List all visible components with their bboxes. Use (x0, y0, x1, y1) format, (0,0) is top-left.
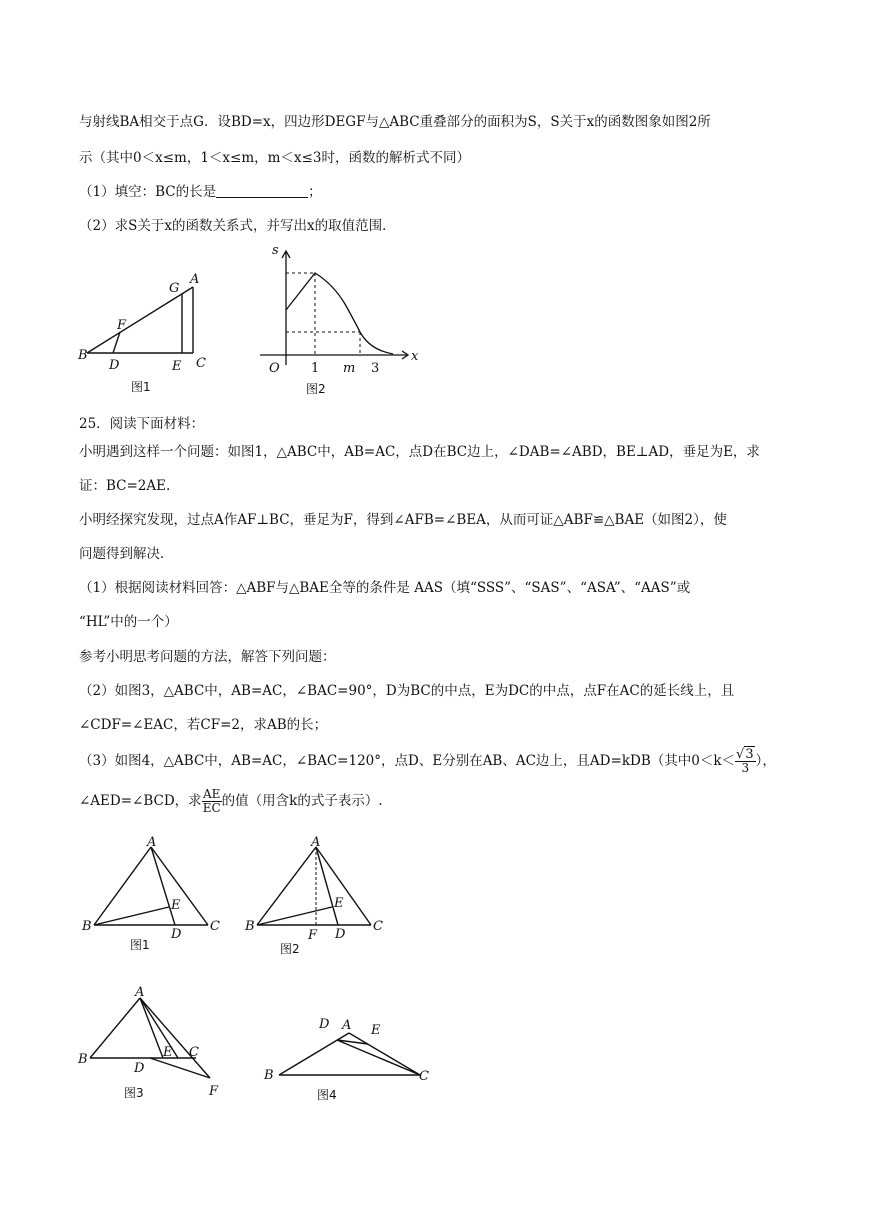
q25-p2b: 问题得到解决． (79, 546, 174, 562)
segment-ab (279, 1033, 349, 1075)
label-c: C (419, 1069, 429, 1084)
label-b: B (82, 919, 92, 934)
label-d: D (134, 1061, 145, 1076)
label-f: F (209, 1084, 219, 1099)
label-b: B (78, 348, 88, 363)
label-d: D (335, 927, 346, 942)
segment-ab (90, 998, 140, 1058)
segment-dc (337, 1040, 420, 1075)
q25-p1a: 小明遇到这样一个问题：如图1，△ABC中，AB=AC，点D在BC边上，∠DAB=∠ABD，BE⊥AD，垂足为E，求 (79, 444, 760, 460)
label-e: E (172, 359, 182, 374)
fraction-ae-over-ec (202, 788, 222, 815)
label-d: D (109, 358, 120, 373)
q25-s1a: （1）根据阅读材料回答：△ABF与△BAE全等的条件是 AAS（填“SSS”、“SAS”、“ASA”、“AAS”或 (79, 580, 691, 596)
label-g: G (169, 281, 180, 296)
label-b: B (245, 919, 255, 934)
fraction-ec: EC (202, 801, 221, 815)
q25-title: 25．阅读下面材料： (79, 416, 205, 432)
caption-fig-25-4: 图4 (317, 1088, 337, 1102)
label-o: O (269, 361, 280, 376)
text-line-1: 与射线BA相交于点G．设BD=x，四边形DEGF与△ABC重叠部分的面积为S，S关于x的函数图象如图2所 (79, 114, 711, 130)
label-c: C (189, 1045, 199, 1060)
q25-s2b: ∠CDF=∠EAC，若CF=2，求AB的长； (79, 717, 328, 733)
caption-fig-2: 图2 (306, 382, 326, 396)
segment-ac (316, 847, 371, 925)
caption-fig-25-3: 图3 (124, 1086, 144, 1100)
q25-ref: 参考小明思考问题的方法，解答下列问题： (79, 649, 336, 665)
q25-s3b (79, 788, 383, 815)
segment-ad (151, 847, 175, 925)
fraction-denominator: 3 (741, 761, 750, 775)
figure-top-1 (76, 270, 216, 395)
figure-25-4 (258, 1000, 438, 1105)
label-e: E (171, 898, 181, 913)
label-b: B (78, 1052, 88, 1067)
fraction-sqrt3-over-3: $\frac{√3}{3}$ (736, 747, 754, 775)
question-1-prefix: （1）填空：BC的长是 (79, 184, 217, 200)
q25-s3a-suffix: ）， (755, 753, 776, 769)
caption-fig-25-2: 图2 (280, 942, 300, 956)
label-d: D (171, 927, 182, 942)
q25-s2a: （2）如图3，△ABC中，AB=AC，∠BAC=90°，D为BC的中点，E为DC的中点，点F在AC的延长线上，且 (79, 683, 735, 699)
caption-fig-25-1: 图1 (130, 938, 150, 952)
label-c: C (196, 356, 206, 371)
figure-25-1 (78, 835, 228, 955)
q25-s3b-suffix: 的值（用含k的式子表示）. (221, 793, 383, 809)
label-m: m (343, 361, 356, 376)
segment-ac (349, 1033, 420, 1075)
figure-top-2 (255, 240, 420, 400)
label-1: 1 (311, 361, 320, 376)
segment-ad (316, 847, 338, 925)
label-a: A (147, 835, 157, 850)
figure-25-3 (72, 980, 232, 1105)
label-c: C (210, 919, 220, 934)
label-a: A (342, 1018, 352, 1033)
sqrt-radicand: 3 (745, 747, 754, 762)
label-f: F (308, 928, 318, 943)
figure-25-2 (240, 835, 400, 960)
function-curve (286, 273, 393, 354)
label-e: E (371, 1023, 381, 1038)
question-2: （2）求S关于x的函数关系式，并写出x的取值范围． (79, 218, 396, 234)
q25-s3b-prefix: ∠AED=∠BCD，求 (79, 793, 202, 809)
q25-p1b: 证：BC=2AE. (79, 478, 171, 494)
label-a: A (311, 835, 321, 850)
q25-s3a-prefix: （3）如图4，△ABC中，AB=AC，∠BAC=120°，点D、E分别在AB、AC边上，且AD=kDB（其中0＜k＜ (79, 753, 736, 769)
question-1 (79, 183, 322, 201)
label-f: F (117, 318, 127, 333)
q25-p2a: 小明经探究发现，过点A作AF⊥BC，垂足为F，得到∠AFB=∠BEA，从而可证△ABF≌△BAE（如图2），使 (79, 512, 727, 528)
answer-blank (216, 185, 308, 198)
q25-s1b: “HL”中的一个） (79, 614, 178, 630)
segment-ac (151, 847, 208, 925)
label-e: E (163, 1045, 173, 1060)
label-3: 3 (371, 361, 380, 376)
segment-ba (87, 287, 193, 353)
label-a: A (190, 272, 200, 287)
label-d: D (319, 1017, 330, 1032)
label-s: s (272, 243, 279, 258)
label-e: E (334, 896, 344, 911)
label-x: x (411, 349, 419, 364)
label-b: B (264, 1068, 274, 1083)
label-a: A (135, 985, 145, 1000)
fraction-ae: AE (202, 787, 221, 801)
label-c: C (373, 919, 383, 934)
text-line-2: 示（其中0＜x≤m，1＜x≤m，m＜x≤3时，函数的解析式不同） (79, 150, 470, 166)
question-1-suffix: ； (308, 184, 322, 200)
caption-fig-1: 图1 (131, 380, 151, 394)
q25-s3a (79, 748, 776, 775)
